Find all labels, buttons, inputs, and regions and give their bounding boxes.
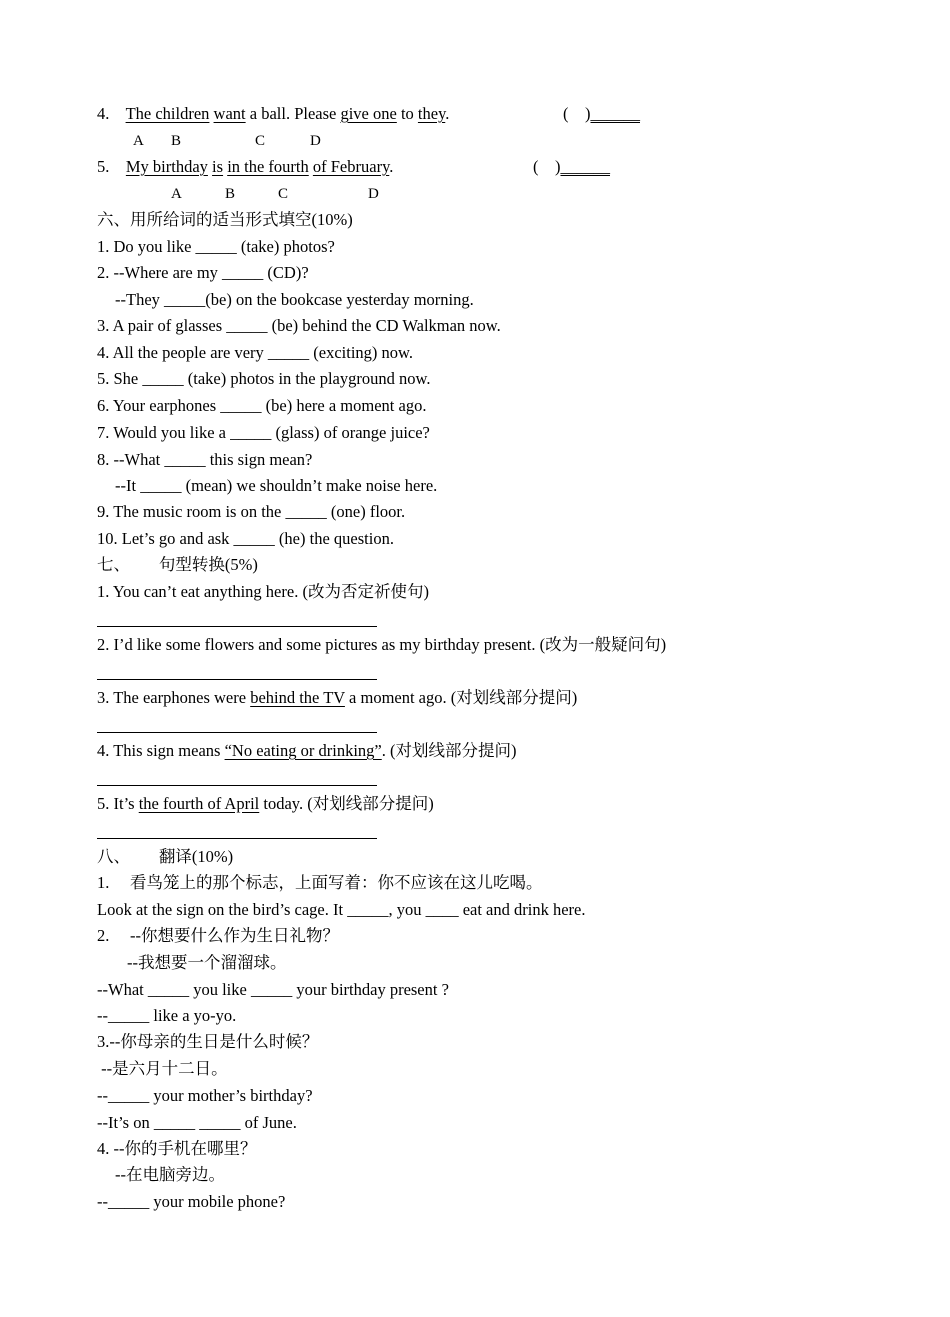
transform-q4: 4. This sign means “No eating or drinking”. (对划线部分提问) (97, 741, 517, 760)
error-q4-label-c: C (255, 133, 266, 149)
error-q4: 4. The children want a ball. Please give one to they. (97, 104, 450, 123)
translate-line-8: --是六月十二日。 (97, 1059, 228, 1078)
error-q5-label-b: B (225, 186, 236, 202)
answer-line-1 (97, 626, 377, 627)
error-q5-answer: ( )______ (533, 157, 610, 176)
fill-line-8: 8. --What _____ this sign mean? (97, 450, 313, 469)
translate-line-4: --我想要一个溜溜球。 (127, 953, 287, 972)
error-q4-label-d: D (310, 133, 321, 149)
error-q5-label-a: A (171, 186, 182, 202)
translate-line-12: --在电脑旁边。 (115, 1165, 225, 1184)
translate-line-6: --_____ like a yo-yo. (97, 1006, 237, 1025)
transform-q2: 2. I’d like some flowers and some pictures as my birthday present. (改为一般疑问句) (97, 635, 667, 654)
translate-line-7: 3.--你母亲的生日是什么时候？ (97, 1032, 319, 1051)
translate-line-9: --_____ your mother’s birthday? (97, 1086, 313, 1105)
translate-line-5: --What _____ you like _____ your birthday present ? (97, 980, 449, 999)
translate-line-10: --It’s on _____ _____ of June. (97, 1113, 297, 1132)
fill-line-2b: --They _____(be) on the bookcase yesterday morning. (115, 290, 474, 309)
fill-line-2: 2. --Where are my _____ (CD)? (97, 263, 309, 282)
transform-q1: 1. You can’t eat anything here. (改为否定祈使句) (97, 582, 429, 601)
fill-line-3: 3. A pair of glasses _____ (be) behind the CD Walkman now. (97, 316, 501, 335)
fill-line-4: 4. All the people are very _____ (exciting) now. (97, 343, 414, 362)
answer-line-3 (97, 732, 377, 733)
error-q4-answer: ( )______ (563, 104, 640, 123)
section7-title: 七、 句型转换(5%) (97, 555, 258, 574)
translate-line-11: 4. --你的手机在哪里？ (97, 1139, 257, 1158)
fill-line-5: 5. She _____ (take) photos in the playground now. (97, 369, 431, 388)
fill-line-1: 1. Do you like _____ (take) photos? (97, 237, 335, 256)
fill-line-8b: --It _____ (mean) we shouldn’t make noise here. (115, 476, 438, 495)
error-q4-label-b: B (171, 133, 182, 149)
fill-line-9: 9. The music room is on the _____ (one) floor. (97, 502, 406, 521)
error-q5: 5. My birthday is in the fourth of February. (97, 157, 394, 176)
fill-line-10: 10. Let’s go and ask _____ (he) the question. (97, 529, 394, 548)
section8-title: 八、 翻译(10%) (97, 847, 234, 866)
translate-line-13: --_____ your mobile phone? (97, 1192, 286, 1211)
answer-line-4 (97, 785, 377, 786)
transform-q3: 3. The earphones were behind the TV a moment ago. (对划线部分提问) (97, 688, 578, 707)
section6-title: 六、用所给词的适当形式填空(10%) (97, 210, 353, 229)
error-q5-label-c: C (278, 186, 289, 202)
transform-q5: 5. It’s the fourth of April today. (对划线部分提问) (97, 794, 434, 813)
error-q4-label-a: A (133, 133, 144, 149)
fill-line-6: 6. Your earphones _____ (be) here a moment ago. (97, 396, 427, 415)
fill-line-7: 7. Would you like a _____ (glass) of orange juice? (97, 423, 430, 442)
answer-line-5 (97, 838, 377, 839)
translate-line-2: Look at the sign on the bird’s cage. It _____, you ____ eat and drink here. (97, 900, 586, 919)
translate-line-3: 2. --你想要什么作为生日礼物？ (97, 926, 339, 945)
error-q5-label-d: D (368, 186, 379, 202)
translate-line-1: 1. 看鸟笼上的那个标志，上面写着：你不应该在这儿吃喝。 (97, 873, 543, 892)
answer-line-2 (97, 679, 377, 680)
